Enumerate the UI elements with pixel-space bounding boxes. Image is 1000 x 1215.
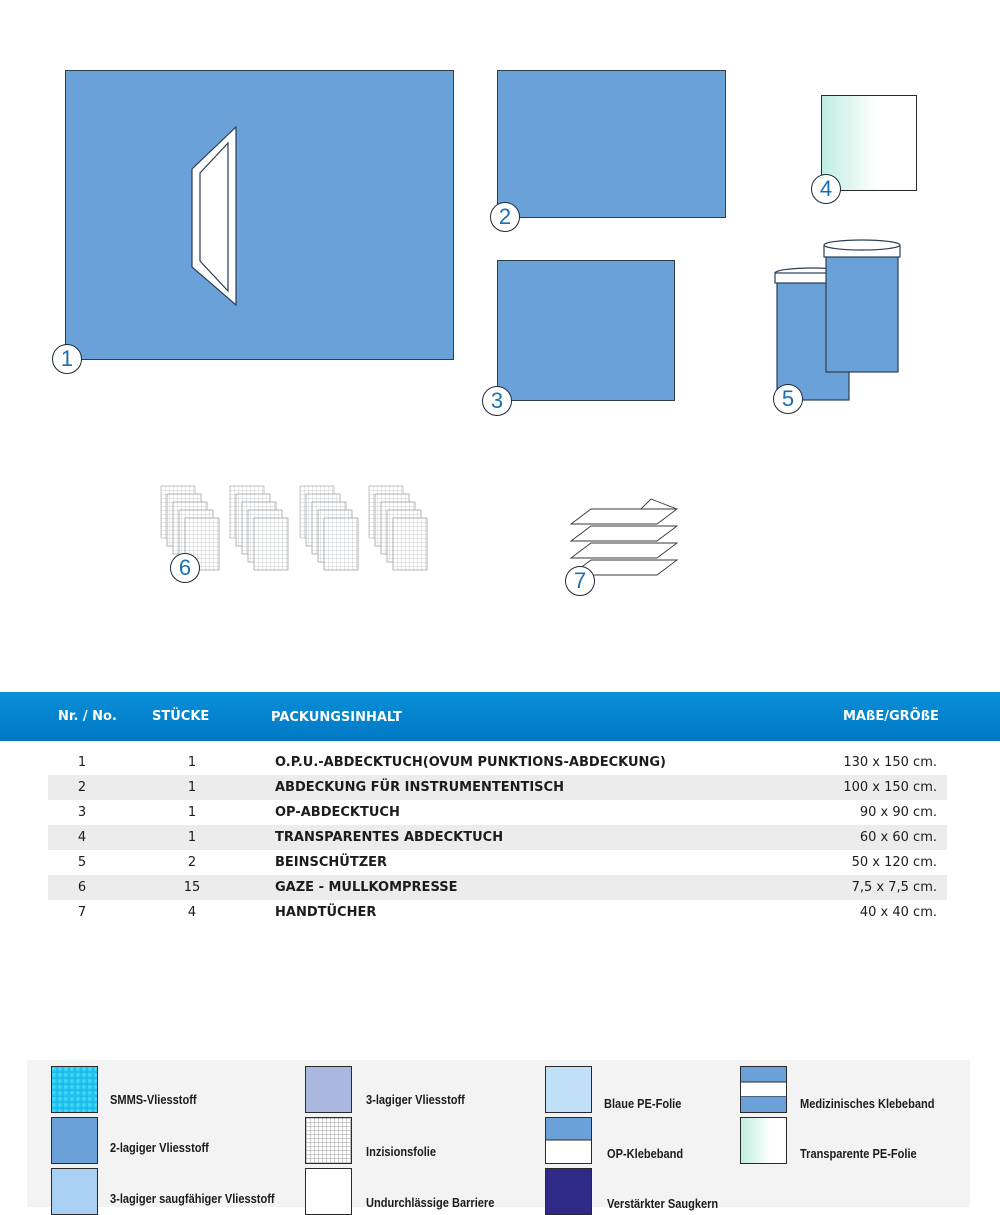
row-name: O.P.U.-ABDECKTUCH(OVUM PUNKTIONS-ABDECKUNG)	[275, 755, 667, 770]
incision-film-swatch-icon	[305, 1117, 352, 1164]
item-number-7: 7	[565, 566, 595, 596]
two-layer-swatch-icon	[51, 1117, 98, 1164]
op-drape-icon	[497, 260, 675, 401]
drape-window-icon	[66, 71, 455, 361]
row-name: BEINSCHÜTZER	[275, 855, 388, 870]
row-size: 90 x 90 cm.	[859, 805, 937, 820]
legend-label: 3-lagiger Vliesstoff	[366, 1092, 465, 1107]
row-qty: 1	[187, 755, 197, 770]
gauze-compress-stacks-icon	[155, 482, 445, 574]
item-number-3: 3	[482, 386, 512, 416]
row-size: 7,5 x 7,5 cm.	[851, 880, 937, 895]
row-name: ABDECKUNG FÜR INSTRUMENTENTISCH	[275, 780, 564, 795]
header-qty: STÜCKE	[152, 709, 210, 724]
row-size: 130 x 150 cm.	[843, 755, 937, 770]
row-qty: 1	[187, 830, 197, 845]
table-row	[48, 900, 947, 925]
reinforced-core-swatch-icon	[545, 1168, 592, 1215]
row-qty: 15	[183, 880, 201, 895]
row-name: GAZE - MULLKOMPRESSE	[275, 880, 458, 895]
row-no: 4	[77, 830, 87, 845]
opu-drape-icon	[65, 70, 454, 360]
contents-table	[48, 750, 947, 925]
blue-pe-film-swatch-icon	[545, 1066, 592, 1113]
legend-label: Medizinisches Klebeband	[800, 1096, 935, 1111]
legend-label: Verstärkter Saugkern	[607, 1196, 719, 1211]
transparent-pe-film-swatch-icon	[740, 1117, 787, 1164]
table-row	[48, 800, 947, 825]
three-layer-swatch-icon	[305, 1066, 352, 1113]
row-no: 5	[77, 855, 87, 870]
table-header	[0, 692, 1000, 741]
row-name: HANDTÜCHER	[275, 905, 377, 920]
table-row	[48, 825, 947, 850]
table-row	[48, 875, 947, 900]
header-no: Nr. / No.	[58, 709, 117, 724]
legend-label: SMMS-Vliesstoff	[110, 1092, 197, 1107]
row-qty: 1	[187, 780, 197, 795]
row-name: OP-ABDECKTUCH	[275, 805, 400, 820]
item-number-2: 2	[490, 202, 520, 232]
legend-label: Blaue PE-Folie	[604, 1096, 682, 1111]
item-number-6: 6	[170, 553, 200, 583]
op-tape-swatch-icon	[545, 1117, 592, 1164]
row-size: 60 x 60 cm.	[859, 830, 937, 845]
table-row	[48, 750, 947, 775]
item-number-4: 4	[811, 174, 841, 204]
row-qty: 2	[187, 855, 197, 870]
legend-label: 3-lagiger saugfähiger Vliesstoff	[110, 1191, 275, 1206]
legend-label: 2-lagiger Vliesstoff	[110, 1140, 209, 1155]
row-name: TRANSPARENTES ABDECKTUCH	[275, 830, 504, 845]
row-no: 7	[77, 905, 87, 920]
row-size: 100 x 150 cm.	[843, 780, 937, 795]
header-content: PACKUNGSINHALT	[271, 710, 402, 725]
legend-label: OP-Klebeband	[607, 1146, 684, 1161]
legend-label: Transparente PE-Folie	[800, 1146, 917, 1161]
impermeable-barrier-swatch-icon	[305, 1168, 352, 1215]
material-legend	[27, 1060, 970, 1211]
row-no: 1	[77, 755, 87, 770]
three-layer-absorbent-swatch-icon	[51, 1168, 98, 1215]
table-row	[48, 775, 947, 800]
legend-label: Undurchlässige Barriere	[366, 1195, 495, 1210]
instrument-table-cover-icon	[497, 70, 726, 218]
item-number-5: 5	[773, 384, 803, 414]
item-number-1: 1	[52, 344, 82, 374]
table-row	[48, 850, 947, 875]
leg-covers-icon	[770, 238, 910, 408]
header-size: MAßE/GRÖßE	[843, 709, 939, 724]
row-no: 3	[77, 805, 87, 820]
medical-tape-swatch-icon	[740, 1066, 787, 1113]
row-size: 40 x 40 cm.	[859, 905, 937, 920]
legend-label: Inzisionsfolie	[366, 1144, 436, 1159]
smms-swatch-icon	[51, 1066, 98, 1113]
row-no: 6	[77, 880, 87, 895]
row-qty: 1	[187, 805, 197, 820]
row-size: 50 x 120 cm.	[851, 855, 937, 870]
row-qty: 4	[187, 905, 197, 920]
row-no: 2	[77, 780, 87, 795]
